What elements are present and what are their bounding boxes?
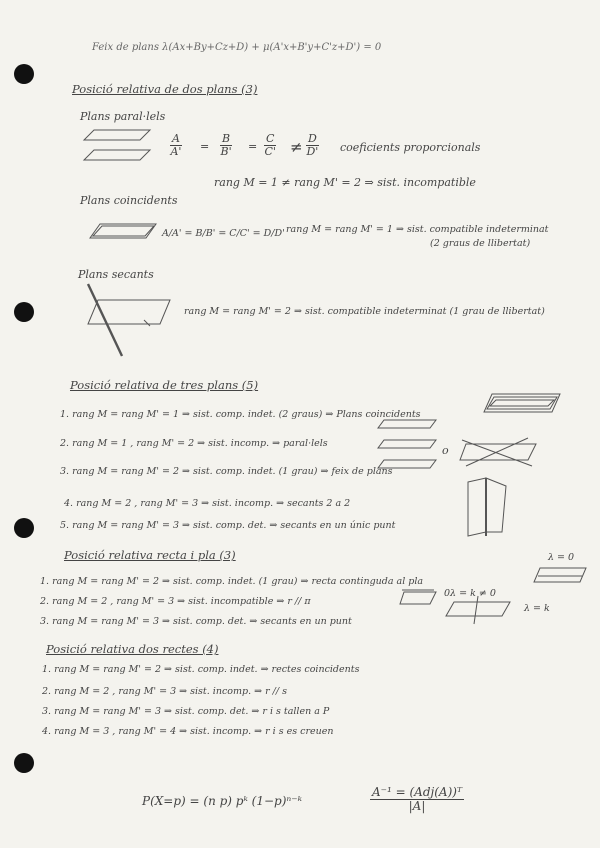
line-in-plane-sketch: [532, 566, 588, 584]
parallel-three-planes-sketch: [376, 418, 438, 472]
two-planes-heading: Posició relativa de dos plans (3): [72, 82, 258, 96]
line-parallel-plane-sketch: [398, 590, 438, 606]
proportional-note: coeficients proporcionals: [340, 141, 481, 154]
two-lines-case-3: 3. rang M = rang M' = 3 ⇒ sist. comp. det. ⇒ r i s tallen a P: [42, 706, 330, 717]
coincident-three-planes-sketch: [482, 392, 562, 416]
ratio-b: $\frac{B}{B'}$: [220, 132, 232, 159]
secant-planes-sketch: [84, 284, 174, 360]
line-plane-case-2: 2. rang M = 2 , rang M' = 3 ⇒ sist. incompatible ⇒ r // π: [40, 596, 311, 607]
secant-rank: rang M = rang M' = 2 ⇒ sist. compatible indeterminat (1 grau de llibertat): [184, 306, 545, 317]
line-secant-plane-sketch: [444, 596, 514, 626]
coincident-freedom-note: (2 graus de llibertat): [430, 238, 531, 249]
pencil-of-planes-formula: Feix de plans λ(Ax+By+Cz+D) + μ(A'x+B'y+C'z+D') = 0: [92, 42, 382, 53]
line-plane-note-3: λ = k: [524, 603, 550, 614]
line-plane-heading: Posició relativa recta i pla (3): [64, 548, 236, 562]
binomial-formula: P(X=p) = (n p) pᵏ (1−p)ⁿ⁻ᵏ: [142, 794, 302, 808]
ratio-a: $\frac{A}{A'}$: [170, 132, 182, 159]
coincident-planes-sketch: [88, 222, 158, 244]
secant-planes-label: Plans secants: [78, 268, 154, 281]
punch-hole: [14, 302, 34, 322]
small-circle-mark: o: [442, 444, 449, 457]
coincident-planes-label: Plans coincidents: [80, 194, 178, 207]
parallel-rank: rang M = 1 ≠ rang M' = 2 ⇒ sist. incompatible: [214, 176, 476, 189]
two-lines-case-1: 1. rang M = rang M' = 2 ⇒ sist. comp. indet. ⇒ rectes coincidents: [42, 664, 360, 675]
inverse-matrix-formula: A⁻¹ = (Adj(A))ᵀ |A|: [372, 785, 462, 814]
ratio-c: $\frac{C}{C'}$: [264, 132, 276, 159]
line-plane-note-2: 0λ = k ≠ 0: [444, 588, 496, 599]
operator-equals: =: [200, 140, 210, 153]
two-lines-case-4: 4. rang M = 3 , rang M' = 4 ⇒ sist. incomp. ⇒ r i s es creuen: [42, 726, 334, 737]
punch-hole: [14, 64, 34, 84]
three-planes-heading: Posició relativa de tres plans (5): [70, 378, 259, 392]
three-planes-case-3: 3. rang M = rang M' = 2 ⇒ sist. comp. indet. (1 grau) ⇒ feix de plans: [60, 466, 393, 477]
punch-hole: [14, 518, 34, 538]
line-plane-case-1: 1. rang M = rang M' = 2 ⇒ sist. comp. indet. (1 grau) ⇒ recta continguda al pla: [40, 576, 424, 587]
two-lines-case-2: 2. rang M = 2 , rang M' = 3 ⇒ sist. incomp. ⇒ r // s: [42, 686, 287, 697]
coincident-ratios: A/A' = B/B' = C/C' = D/D': [162, 228, 285, 239]
two-lines-heading: Posició relativa dos rectes (4): [46, 642, 219, 656]
three-planes-case-2: 2. rang M = 1 , rang M' = 2 ⇒ sist. incomp. ⇒ paral·lels: [60, 438, 328, 449]
three-planes-case-1: 1. rang M = rang M' = 1 ⇒ sist. comp. indet. (2 graus) ⇒ Plans coincidents: [60, 409, 421, 420]
operator-equals: =: [248, 140, 258, 153]
three-planes-case-4: 4. rang M = 2 , rang M' = 3 ⇒ sist. incomp. ⇒ secants 2 a 2: [64, 498, 351, 509]
parallel-planes-sketch: [82, 128, 152, 168]
three-planes-case-5: 5. rang M = rang M' = 3 ⇒ sist. comp. det. ⇒ secants en un únic punt: [60, 520, 396, 531]
ratio-d: $\frac{D}{D'}$: [306, 132, 319, 159]
operator-not-equal: ≠: [290, 138, 303, 156]
punch-hole: [14, 753, 34, 773]
parallel-planes-label: Plans paral·lels: [80, 110, 166, 123]
line-plane-note-1: λ = 0: [548, 552, 575, 563]
secant-two-by-two-sketch: [462, 476, 512, 542]
line-plane-case-3: 3. rang M = rang M' = 3 ⇒ sist. comp. det. ⇒ secants en un punt: [40, 616, 352, 627]
coincident-rank: rang M = rang M' = 1 ⇒ sist. compatible indeterminat: [286, 224, 549, 235]
